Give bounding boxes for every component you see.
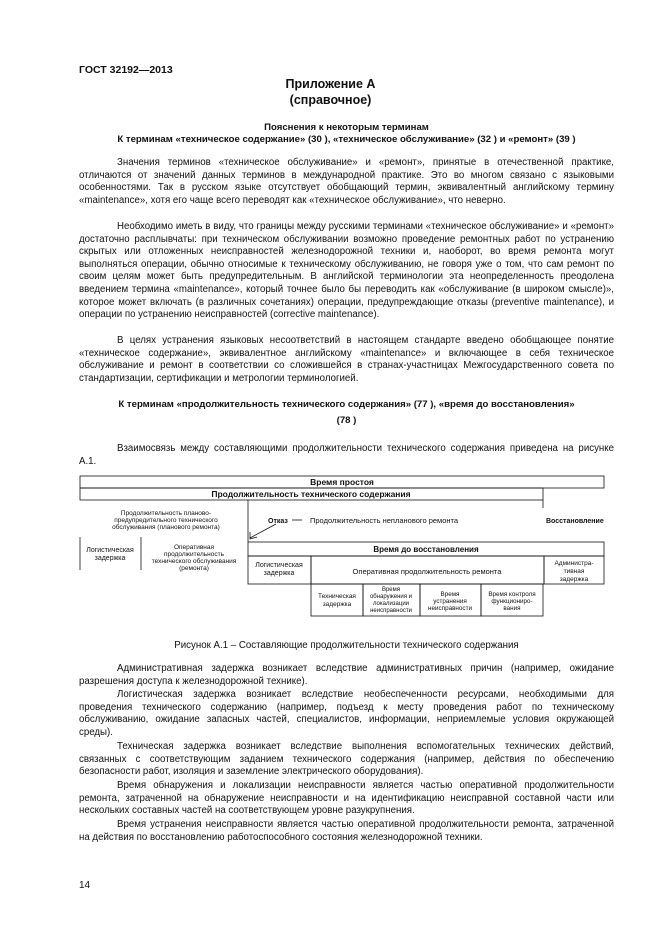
paragraph: Время устранения неисправности является частью оперативной продолжительности ремонта, затраченной на действия по восстановлению работоспособного состояния железнодорожной техники. — [79, 819, 614, 843]
unplanned-repair-label: Продолжительность непланового ремонта — [310, 516, 459, 525]
logistic-delay-label: Логистическая — [86, 547, 134, 554]
maintenance-duration-label: Продолжительность технического содержания — [211, 489, 411, 499]
logistic-delay-label: Логистическая — [255, 562, 303, 569]
logistic-delay-label: задержка — [263, 570, 295, 577]
fault-detection-label: обнаружения и — [369, 594, 413, 600]
paragraph: Время обнаружения и локализации неисправности является частью оперативной продолжительности ремонта, затраченной на обнаружение неисправности и на идентификацию неисправной составной части или нескольких составных частей на соответствующем уровне разукрупнения. — [79, 780, 614, 817]
fault-fix-label: неисправности — [428, 605, 472, 612]
administrative-delay-label: тивная — [563, 568, 585, 575]
failure-label: Отказ — [268, 518, 288, 525]
paragraph: В целях устранения языковых несоответствий в настоящем стандарте введено обобщающее понятие «техническое содержание», эквивалентное английскому «maintenance» и включающее в себя техническое обслуживание и ремонт в соответствии со сложившейся в странах-участницах Межгосударственного совета по стандартизации, сертификации и метрологии терминологией. — [79, 335, 614, 384]
document-code: ГОСТ 32192—2013 — [79, 64, 173, 76]
section-subheading: К терминам «техническое содержание» (30 ), «техническое обслуживание» (32 ) и «ремонт» (39 ) — [117, 134, 576, 145]
paragraph: Техническая задержка возникает вследствие выполнения вспомогательных технических действий, связанных с соответствующим заданием технического содержания (например, действия по обеспечению безопасности работ, изоляция и заземление электрического оборудования). — [79, 741, 614, 778]
fault-fix-label: Время — [440, 591, 460, 598]
operational-maintenance-label: Оперативная — [173, 544, 215, 551]
function-check-label: вания — [503, 605, 521, 612]
planned-maintenance-label: Продолжительность планово- — [120, 510, 212, 517]
fault-fix-label: устранения — [433, 598, 467, 605]
administrative-delay-label: Администра- — [554, 560, 594, 567]
page-number: 14 — [79, 880, 91, 891]
technical-delay-label: задержка — [322, 601, 352, 608]
operational-maintenance-label: (ремонта) — [179, 565, 209, 572]
appendix-title: Приложение А — [285, 77, 376, 91]
operational-repair-label: Оперативная продолжительность ремонта — [352, 567, 502, 576]
fault-detection-label: Время — [381, 587, 401, 593]
paragraph: Взаимосвязь между составляющими продолжительности технического содержания приведена на рисунке А.1. — [79, 443, 614, 467]
planned-maintenance-label: предупредительного технического — [114, 517, 218, 524]
section-heading-cont: (78 ) — [336, 415, 357, 426]
section-heading: К терминам «продолжительность технического содержания» (77 ), «время до восстановления» — [118, 399, 575, 410]
paragraph: Административная задержка возникает вследствие административных причин (например, ожидание разрешения доступа к железнодорожной технике). — [79, 663, 614, 687]
technical-delay-label: Техническая — [318, 593, 356, 600]
fault-detection-label: неисправности — [370, 608, 412, 614]
operational-maintenance-label: продолжительность — [164, 551, 224, 558]
paragraph: Логистическая задержка возникает вследствие необеспеченности ресурсами, необходимыми для проведения технического содержанию (например, подъезд к месту проведения работ по техническому обслуживанию, ожидание запасных частей, специалистов, информации, неприемлемые условия окружающей среды). — [79, 689, 614, 738]
planned-maintenance-label: обслуживания (планового ремонта) — [112, 524, 220, 531]
maintenance-duration-diagram — [0, 470, 661, 630]
operational-maintenance-label: технического обслуживания — [151, 558, 237, 565]
appendix-subtitle: (справочное) — [289, 93, 372, 107]
restoration-label: Восстановление — [546, 518, 604, 525]
function-check-label: Время контроля — [488, 591, 536, 598]
logistic-delay-label: задержка — [94, 555, 126, 562]
fault-detection-label: локализации — [372, 601, 410, 607]
section-heading: Пояснения к некоторым терминам — [264, 122, 429, 133]
administrative-delay-label: задержка — [559, 576, 589, 583]
figure-caption: Рисунок А.1 – Составляющие продолжительности технического содержания — [174, 640, 519, 651]
function-check-label: функциониро- — [491, 598, 533, 605]
paragraph: Необходимо иметь в виду, что границы между русскими терминами «техническое обслуживание» и «ремонт» достаточно расплывчаты: при техническом обслуживании возможно проведение ремонтных работ по устранению скрытых или отложенных неисправностей железнодорожной техники и, наоборот, во время ремонта могут выполняться операции, обычно относимые к техническому обслуживанию, не говоря уже о том, что сам ремонт по своим целям может быть предупредительным. В английской терминологии эта неопределенность преодолена введением термина «maintenance», который точнее было бы переводить как «обслуживание (в широком смысле)», которое может включать (в различных сочетаниях) операции, предупреждающие отказы (preventive maintenance), и операции по устранению неисправностей (corrective maintenance). — [79, 221, 614, 321]
downtime-label: Время простоя — [310, 477, 374, 487]
paragraph: Значения терминов «техническое обслуживание» и «ремонт», принятые в отечественной практике, отличаются от значений данных терминов в международной практике. Это во многом связано с языковыми особенностями. Так в русском языке отсутствует обобщающий термин, эквивалентный английскому термину «maintenance», хотя его чаще всего переводят как «техническое обслуживание», что неверно. — [79, 157, 614, 206]
time-to-restore-label: Время до восстановления — [373, 545, 479, 554]
